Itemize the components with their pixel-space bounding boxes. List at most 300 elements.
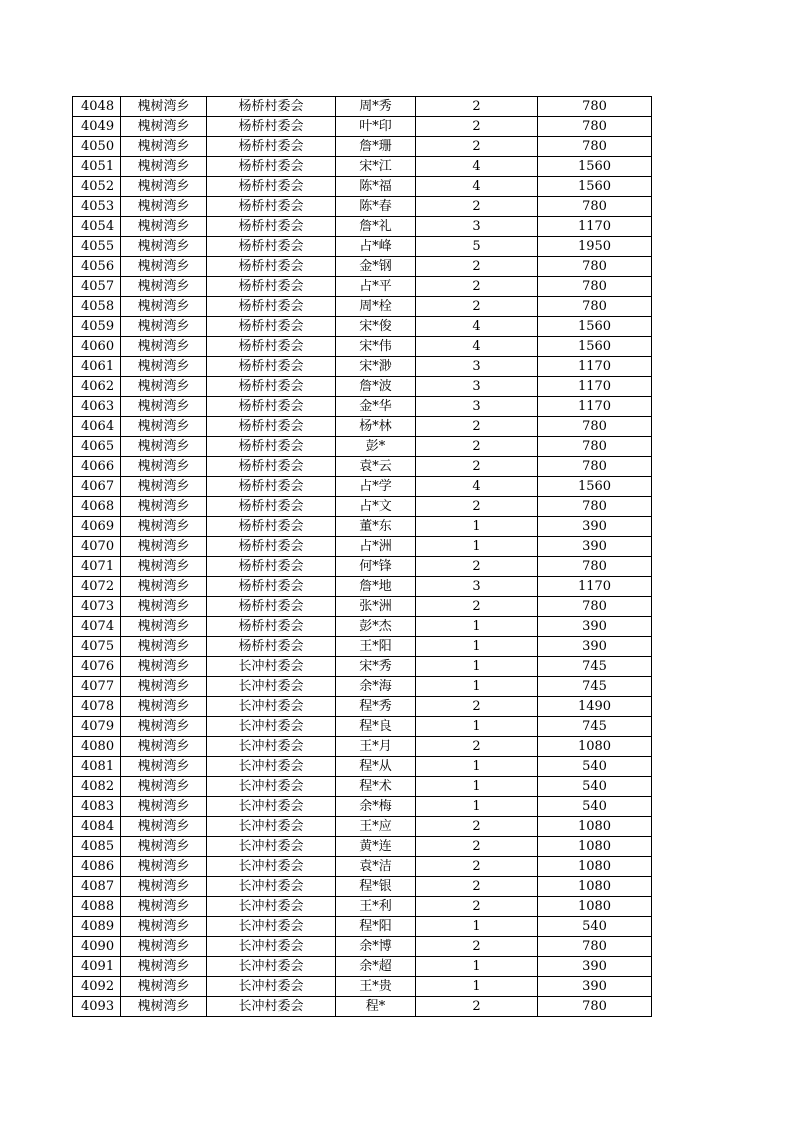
name-cell: 宋*秀 — [336, 657, 416, 677]
table-row — [73, 397, 652, 417]
table-row — [73, 217, 652, 237]
township-cell: 槐树湾乡 — [121, 897, 207, 917]
name-cell: 宋*渺 — [336, 357, 416, 377]
township-cell: 槐树湾乡 — [121, 797, 207, 817]
village-committee-cell: 杨桥村委会 — [207, 457, 336, 477]
table-row — [73, 557, 652, 577]
village-committee-cell: 杨桥村委会 — [207, 317, 336, 337]
amount-cell: 1080 — [538, 877, 652, 897]
amount-cell: 1560 — [538, 317, 652, 337]
amount-cell: 780 — [538, 417, 652, 437]
count-cell: 1 — [416, 637, 538, 657]
amount-cell: 390 — [538, 537, 652, 557]
count-cell: 4 — [416, 157, 538, 177]
row-number-cell: 4084 — [73, 817, 121, 837]
name-cell: 董*东 — [336, 517, 416, 537]
amount-cell: 780 — [538, 597, 652, 617]
village-committee-cell: 杨桥村委会 — [207, 497, 336, 517]
table-row — [73, 597, 652, 617]
row-number-cell: 4053 — [73, 197, 121, 217]
table-row — [73, 357, 652, 377]
table-row — [73, 837, 652, 857]
township-cell: 槐树湾乡 — [121, 497, 207, 517]
name-cell: 余*博 — [336, 937, 416, 957]
township-cell: 槐树湾乡 — [121, 737, 207, 757]
amount-cell: 780 — [538, 457, 652, 477]
count-cell: 4 — [416, 337, 538, 357]
village-committee-cell: 杨桥村委会 — [207, 257, 336, 277]
amount-cell: 1170 — [538, 217, 652, 237]
row-number-cell: 4067 — [73, 477, 121, 497]
name-cell: 何*锋 — [336, 557, 416, 577]
name-cell: 余*梅 — [336, 797, 416, 817]
amount-cell: 780 — [538, 117, 652, 137]
count-cell: 2 — [416, 697, 538, 717]
row-number-cell: 4091 — [73, 957, 121, 977]
name-cell: 程*从 — [336, 757, 416, 777]
amount-cell: 390 — [538, 637, 652, 657]
amount-cell: 1080 — [538, 897, 652, 917]
row-number-cell: 4066 — [73, 457, 121, 477]
count-cell: 2 — [416, 297, 538, 317]
row-number-cell: 4082 — [73, 777, 121, 797]
village-committee-cell: 杨桥村委会 — [207, 517, 336, 537]
amount-cell: 1560 — [538, 157, 652, 177]
township-cell: 槐树湾乡 — [121, 257, 207, 277]
village-committee-cell: 杨桥村委会 — [207, 377, 336, 397]
name-cell: 袁*云 — [336, 457, 416, 477]
village-committee-cell: 长冲村委会 — [207, 877, 336, 897]
township-cell: 槐树湾乡 — [121, 537, 207, 557]
village-committee-cell: 长冲村委会 — [207, 957, 336, 977]
township-cell: 槐树湾乡 — [121, 417, 207, 437]
row-number-cell: 4086 — [73, 857, 121, 877]
amount-cell: 390 — [538, 957, 652, 977]
township-cell: 槐树湾乡 — [121, 597, 207, 617]
village-committee-cell: 杨桥村委会 — [207, 157, 336, 177]
table-row — [73, 517, 652, 537]
village-committee-cell: 杨桥村委会 — [207, 297, 336, 317]
row-number-cell: 4087 — [73, 877, 121, 897]
amount-cell: 745 — [538, 717, 652, 737]
township-cell: 槐树湾乡 — [121, 357, 207, 377]
village-committee-cell: 长冲村委会 — [207, 937, 336, 957]
row-number-cell: 4058 — [73, 297, 121, 317]
count-cell: 5 — [416, 237, 538, 257]
amount-cell: 1170 — [538, 577, 652, 597]
row-number-cell: 4073 — [73, 597, 121, 617]
table-row — [73, 917, 652, 937]
row-number-cell: 4054 — [73, 217, 121, 237]
table-row — [73, 817, 652, 837]
table-row — [73, 177, 652, 197]
count-cell: 4 — [416, 317, 538, 337]
village-committee-cell: 长冲村委会 — [207, 977, 336, 997]
row-number-cell: 4057 — [73, 277, 121, 297]
row-number-cell: 4052 — [73, 177, 121, 197]
amount-cell: 390 — [538, 517, 652, 537]
amount-cell: 1170 — [538, 357, 652, 377]
row-number-cell: 4068 — [73, 497, 121, 517]
township-cell: 槐树湾乡 — [121, 317, 207, 337]
amount-cell: 1560 — [538, 177, 652, 197]
name-cell: 金*钢 — [336, 257, 416, 277]
count-cell: 2 — [416, 457, 538, 477]
count-cell: 4 — [416, 177, 538, 197]
count-cell: 1 — [416, 977, 538, 997]
township-cell: 槐树湾乡 — [121, 857, 207, 877]
village-committee-cell: 杨桥村委会 — [207, 417, 336, 437]
amount-cell: 780 — [538, 437, 652, 457]
table-row — [73, 297, 652, 317]
village-committee-cell: 长冲村委会 — [207, 857, 336, 877]
table-body — [73, 97, 652, 1017]
village-committee-cell: 长冲村委会 — [207, 897, 336, 917]
row-number-cell: 4060 — [73, 337, 121, 357]
amount-cell: 780 — [538, 557, 652, 577]
row-number-cell: 4059 — [73, 317, 121, 337]
count-cell: 2 — [416, 857, 538, 877]
count-cell: 2 — [416, 437, 538, 457]
township-cell: 槐树湾乡 — [121, 277, 207, 297]
township-cell: 槐树湾乡 — [121, 397, 207, 417]
name-cell: 占*峰 — [336, 237, 416, 257]
table-row — [73, 777, 652, 797]
village-committee-cell: 杨桥村委会 — [207, 177, 336, 197]
name-cell: 王*贵 — [336, 977, 416, 997]
table-row — [73, 497, 652, 517]
village-committee-cell: 长冲村委会 — [207, 797, 336, 817]
name-cell: 陈*福 — [336, 177, 416, 197]
township-cell: 槐树湾乡 — [121, 477, 207, 497]
amount-cell: 540 — [538, 797, 652, 817]
village-committee-cell: 杨桥村委会 — [207, 137, 336, 157]
name-cell: 程*良 — [336, 717, 416, 737]
name-cell: 陈*春 — [336, 197, 416, 217]
row-number-cell: 4048 — [73, 97, 121, 117]
amount-cell: 1080 — [538, 737, 652, 757]
count-cell: 2 — [416, 197, 538, 217]
count-cell: 2 — [416, 97, 538, 117]
count-cell: 1 — [416, 537, 538, 557]
name-cell: 彭* — [336, 437, 416, 457]
amount-cell: 1080 — [538, 837, 652, 857]
township-cell: 槐树湾乡 — [121, 977, 207, 997]
table-row — [73, 577, 652, 597]
row-number-cell: 4092 — [73, 977, 121, 997]
row-number-cell: 4061 — [73, 357, 121, 377]
table-row — [73, 157, 652, 177]
name-cell: 詹*礼 — [336, 217, 416, 237]
count-cell: 4 — [416, 477, 538, 497]
township-cell: 槐树湾乡 — [121, 377, 207, 397]
name-cell: 程*银 — [336, 877, 416, 897]
row-number-cell: 4081 — [73, 757, 121, 777]
name-cell: 黄*连 — [336, 837, 416, 857]
name-cell: 周*栓 — [336, 297, 416, 317]
township-cell: 槐树湾乡 — [121, 117, 207, 137]
township-cell: 槐树湾乡 — [121, 937, 207, 957]
count-cell: 1 — [416, 517, 538, 537]
table-row — [73, 897, 652, 917]
row-number-cell: 4090 — [73, 937, 121, 957]
name-cell: 詹*珊 — [336, 137, 416, 157]
village-committee-cell: 杨桥村委会 — [207, 557, 336, 577]
amount-cell: 745 — [538, 657, 652, 677]
count-cell: 1 — [416, 957, 538, 977]
amount-cell: 390 — [538, 617, 652, 637]
name-cell: 余*海 — [336, 677, 416, 697]
table-row — [73, 277, 652, 297]
table-row — [73, 477, 652, 497]
amount-cell: 780 — [538, 137, 652, 157]
row-number-cell: 4071 — [73, 557, 121, 577]
township-cell: 槐树湾乡 — [121, 777, 207, 797]
amount-cell: 780 — [538, 97, 652, 117]
village-committee-cell: 杨桥村委会 — [207, 617, 336, 637]
table-row — [73, 737, 652, 757]
township-cell: 槐树湾乡 — [121, 297, 207, 317]
name-cell: 王*阳 — [336, 637, 416, 657]
amount-cell: 390 — [538, 977, 652, 997]
amount-cell: 1170 — [538, 377, 652, 397]
table-row — [73, 317, 652, 337]
row-number-cell: 4051 — [73, 157, 121, 177]
table-row — [73, 657, 652, 677]
name-cell: 叶*印 — [336, 117, 416, 137]
row-number-cell: 4088 — [73, 897, 121, 917]
name-cell: 占*文 — [336, 497, 416, 517]
row-number-cell: 4049 — [73, 117, 121, 137]
count-cell: 1 — [416, 797, 538, 817]
name-cell: 王*利 — [336, 897, 416, 917]
village-committee-cell: 杨桥村委会 — [207, 117, 336, 137]
count-cell: 3 — [416, 577, 538, 597]
count-cell: 1 — [416, 657, 538, 677]
township-cell: 槐树湾乡 — [121, 817, 207, 837]
count-cell: 2 — [416, 937, 538, 957]
village-committee-cell: 长冲村委会 — [207, 817, 336, 837]
count-cell: 2 — [416, 257, 538, 277]
row-number-cell: 4065 — [73, 437, 121, 457]
row-number-cell: 4070 — [73, 537, 121, 557]
village-committee-cell: 杨桥村委会 — [207, 357, 336, 377]
village-committee-cell: 长冲村委会 — [207, 717, 336, 737]
table-row — [73, 797, 652, 817]
amount-cell: 780 — [538, 197, 652, 217]
township-cell: 槐树湾乡 — [121, 877, 207, 897]
count-cell: 2 — [416, 117, 538, 137]
table-row — [73, 137, 652, 157]
table-row — [73, 637, 652, 657]
count-cell: 3 — [416, 217, 538, 237]
village-committee-cell: 杨桥村委会 — [207, 437, 336, 457]
village-committee-cell: 杨桥村委会 — [207, 217, 336, 237]
table-row — [73, 417, 652, 437]
count-cell: 2 — [416, 897, 538, 917]
township-cell: 槐树湾乡 — [121, 197, 207, 217]
data-table — [72, 96, 652, 1017]
table-row — [73, 697, 652, 717]
amount-cell: 540 — [538, 757, 652, 777]
name-cell: 占*洲 — [336, 537, 416, 557]
count-cell: 1 — [416, 777, 538, 797]
table-row — [73, 937, 652, 957]
village-committee-cell: 长冲村委会 — [207, 677, 336, 697]
table-row — [73, 997, 652, 1017]
table-row — [73, 237, 652, 257]
township-cell: 槐树湾乡 — [121, 717, 207, 737]
amount-cell: 1560 — [538, 337, 652, 357]
row-number-cell: 4069 — [73, 517, 121, 537]
village-committee-cell: 杨桥村委会 — [207, 237, 336, 257]
count-cell: 2 — [416, 277, 538, 297]
row-number-cell: 4076 — [73, 657, 121, 677]
name-cell: 彭*杰 — [336, 617, 416, 637]
name-cell: 詹*波 — [336, 377, 416, 397]
table-row — [73, 377, 652, 397]
name-cell: 程*术 — [336, 777, 416, 797]
table-row — [73, 257, 652, 277]
village-committee-cell: 长冲村委会 — [207, 917, 336, 937]
amount-cell: 1080 — [538, 817, 652, 837]
village-committee-cell: 长冲村委会 — [207, 777, 336, 797]
table-row — [73, 197, 652, 217]
township-cell: 槐树湾乡 — [121, 997, 207, 1017]
count-cell: 2 — [416, 417, 538, 437]
name-cell: 宋*江 — [336, 157, 416, 177]
amount-cell: 780 — [538, 297, 652, 317]
amount-cell: 780 — [538, 257, 652, 277]
name-cell: 程*阳 — [336, 917, 416, 937]
row-number-cell: 4078 — [73, 697, 121, 717]
row-number-cell: 4074 — [73, 617, 121, 637]
table-row — [73, 457, 652, 477]
township-cell: 槐树湾乡 — [121, 657, 207, 677]
name-cell: 袁*洁 — [336, 857, 416, 877]
amount-cell: 780 — [538, 937, 652, 957]
table-row — [73, 677, 652, 697]
name-cell: 王*月 — [336, 737, 416, 757]
row-number-cell: 4080 — [73, 737, 121, 757]
village-committee-cell: 杨桥村委会 — [207, 477, 336, 497]
table-row — [73, 857, 652, 877]
row-number-cell: 4085 — [73, 837, 121, 857]
table-row — [73, 977, 652, 997]
amount-cell: 745 — [538, 677, 652, 697]
count-cell: 2 — [416, 877, 538, 897]
village-committee-cell: 杨桥村委会 — [207, 197, 336, 217]
name-cell: 詹*地 — [336, 577, 416, 597]
village-committee-cell: 杨桥村委会 — [207, 637, 336, 657]
village-committee-cell: 杨桥村委会 — [207, 597, 336, 617]
row-number-cell: 4079 — [73, 717, 121, 737]
table-row — [73, 117, 652, 137]
village-committee-cell: 长冲村委会 — [207, 697, 336, 717]
count-cell: 2 — [416, 997, 538, 1017]
row-number-cell: 4063 — [73, 397, 121, 417]
village-committee-cell: 杨桥村委会 — [207, 97, 336, 117]
count-cell: 2 — [416, 557, 538, 577]
amount-cell: 540 — [538, 917, 652, 937]
village-committee-cell: 杨桥村委会 — [207, 277, 336, 297]
township-cell: 槐树湾乡 — [121, 517, 207, 537]
count-cell: 3 — [416, 397, 538, 417]
row-number-cell: 4089 — [73, 917, 121, 937]
village-committee-cell: 长冲村委会 — [207, 757, 336, 777]
village-committee-cell: 杨桥村委会 — [207, 577, 336, 597]
village-committee-cell: 长冲村委会 — [207, 837, 336, 857]
name-cell: 余*超 — [336, 957, 416, 977]
table-row — [73, 617, 652, 637]
count-cell: 2 — [416, 137, 538, 157]
amount-cell: 780 — [538, 997, 652, 1017]
township-cell: 槐树湾乡 — [121, 637, 207, 657]
township-cell: 槐树湾乡 — [121, 97, 207, 117]
village-committee-cell: 长冲村委会 — [207, 737, 336, 757]
name-cell: 宋*伟 — [336, 337, 416, 357]
township-cell: 槐树湾乡 — [121, 957, 207, 977]
amount-cell: 1560 — [538, 477, 652, 497]
township-cell: 槐树湾乡 — [121, 757, 207, 777]
row-number-cell: 4072 — [73, 577, 121, 597]
township-cell: 槐树湾乡 — [121, 677, 207, 697]
row-number-cell: 4083 — [73, 797, 121, 817]
name-cell: 占*平 — [336, 277, 416, 297]
name-cell: 程*秀 — [336, 697, 416, 717]
table-row — [73, 877, 652, 897]
name-cell: 杨*林 — [336, 417, 416, 437]
amount-cell: 1490 — [538, 697, 652, 717]
township-cell: 槐树湾乡 — [121, 237, 207, 257]
amount-cell: 1170 — [538, 397, 652, 417]
name-cell: 王*应 — [336, 817, 416, 837]
count-cell: 3 — [416, 357, 538, 377]
village-committee-cell: 杨桥村委会 — [207, 537, 336, 557]
row-number-cell: 4075 — [73, 637, 121, 657]
count-cell: 1 — [416, 617, 538, 637]
amount-cell: 780 — [538, 497, 652, 517]
count-cell: 1 — [416, 917, 538, 937]
amount-cell: 1950 — [538, 237, 652, 257]
row-number-cell: 4055 — [73, 237, 121, 257]
township-cell: 槐树湾乡 — [121, 437, 207, 457]
name-cell: 金*华 — [336, 397, 416, 417]
township-cell: 槐树湾乡 — [121, 557, 207, 577]
amount-cell: 780 — [538, 277, 652, 297]
row-number-cell: 4064 — [73, 417, 121, 437]
row-number-cell: 4093 — [73, 997, 121, 1017]
township-cell: 槐树湾乡 — [121, 137, 207, 157]
township-cell: 槐树湾乡 — [121, 577, 207, 597]
count-cell: 2 — [416, 497, 538, 517]
village-committee-cell: 长冲村委会 — [207, 657, 336, 677]
township-cell: 槐树湾乡 — [121, 157, 207, 177]
name-cell: 宋*俊 — [336, 317, 416, 337]
amount-cell: 1080 — [538, 857, 652, 877]
township-cell: 槐树湾乡 — [121, 917, 207, 937]
table-row — [73, 437, 652, 457]
township-cell: 槐树湾乡 — [121, 337, 207, 357]
count-cell: 2 — [416, 817, 538, 837]
row-number-cell: 4062 — [73, 377, 121, 397]
count-cell: 1 — [416, 677, 538, 697]
row-number-cell: 4050 — [73, 137, 121, 157]
township-cell: 槐树湾乡 — [121, 177, 207, 197]
count-cell: 1 — [416, 717, 538, 737]
village-committee-cell: 长冲村委会 — [207, 997, 336, 1017]
township-cell: 槐树湾乡 — [121, 457, 207, 477]
